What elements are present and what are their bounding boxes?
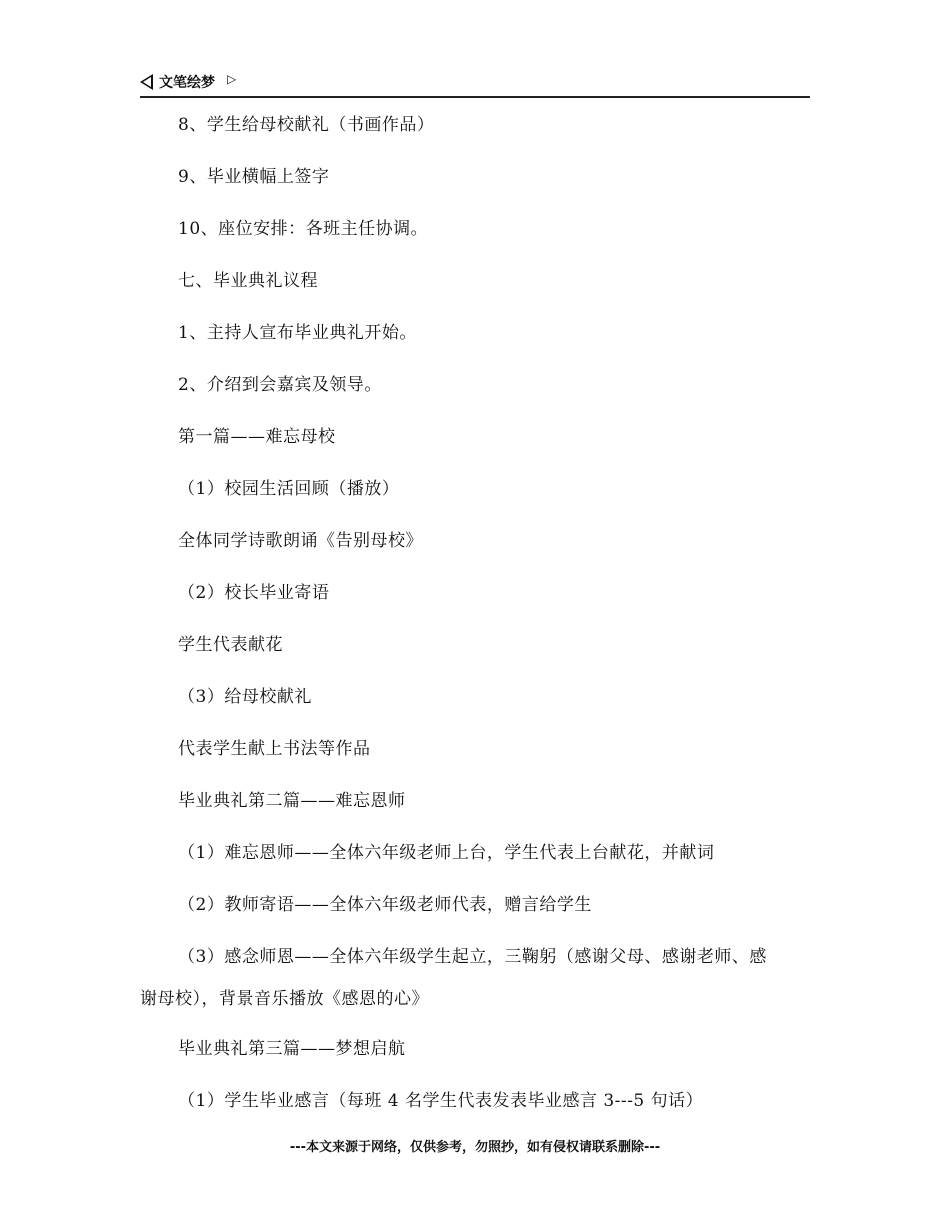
paragraph: （1）校园生活回顾（播放） <box>178 479 400 499</box>
paragraph: 毕业典礼第三篇——梦想启航 <box>178 1039 406 1059</box>
page-header <box>140 70 810 98</box>
page-footer: ---本文来源于网络，仅供参考，勿照抄，如有侵权请联系删除--- <box>289 1140 661 1155</box>
triangle-left-icon <box>140 74 153 90</box>
paragraph: 毕业典礼第二篇——难忘恩师 <box>178 791 406 811</box>
paragraph: 全体同学诗歌朗诵《告别母校》 <box>178 531 423 551</box>
section-heading: 七、毕业典礼议程 <box>178 271 318 291</box>
brand-label: 文笔绘梦 <box>159 75 215 91</box>
paragraph: 代表学生献上书法等作品 <box>178 739 371 759</box>
paragraph: （2）校长毕业寄语 <box>178 583 330 603</box>
paragraph: （3）感念师恩——全体六年级学生起立，三鞠躬（感谢父母、感谢老师、感 <box>178 947 767 967</box>
paragraph: （1）难忘恩师——全体六年级老师上台，学生代表上台献花，并献词 <box>178 843 715 863</box>
paragraph: 1、主持人宣布毕业典礼开始。 <box>178 323 417 343</box>
paragraph: 10、座位安排：各班主任协调。 <box>178 219 429 239</box>
paragraph: 2、介绍到会嘉宾及领导。 <box>178 375 382 395</box>
paragraph: 8、学生给母校献礼（书画作品） <box>178 115 435 135</box>
paragraph-continuation: 谢母校），背景音乐播放《感恩的心》 <box>140 989 429 1009</box>
paragraph: 学生代表献花 <box>178 635 283 655</box>
header-brand <box>140 72 236 92</box>
paragraph: （1）学生毕业感言（每班 4 名学生代表发表毕业感言 3---5 句话） <box>178 1091 704 1111</box>
paragraph: （3）给母校献礼 <box>178 687 312 707</box>
paragraph: 9、毕业横幅上签字 <box>178 167 330 187</box>
paragraph: （2）教师寄语——全体六年级老师代表，赠言给学生 <box>178 895 592 915</box>
paragraph: 第一篇——难忘母校 <box>178 427 336 447</box>
triangle-right-icon: ▷ <box>227 72 237 86</box>
